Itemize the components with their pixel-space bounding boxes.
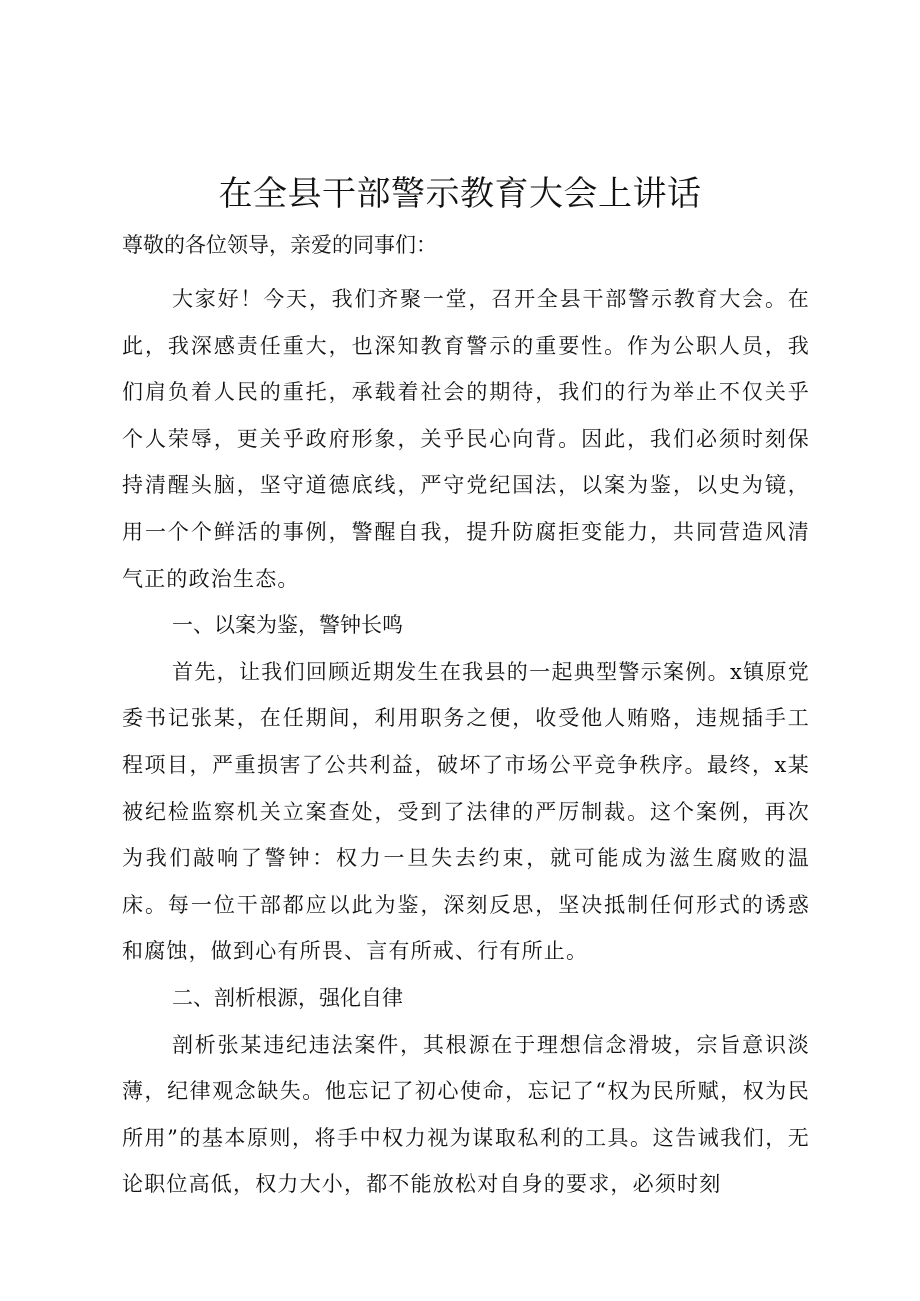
paragraph-opening: 大家好！今天，我们齐聚一堂，召开全县干部警示教育大会。在此，我深感责任重大，也深知教育警示的重要性。作为公职人员，我们肩负着人民的重托，承载着社会的期待，我们的行为举止不仅关乎个人荣辱，更关乎政府形象，关乎民心向背。因此，我们必须时刻保持清醒头脑，坚守道德底线，严守党纪国法，以案为鉴，以史为镜，用一个个鲜活的事例，警醒自我，提升防腐拒变能力，共同营造风清气正的政治生态。 — [122, 287, 810, 591]
document-body — [122, 228, 810, 1208]
paragraph-case-review: 首先，让我们回顾近期发生在我县的一起典型警示案例。x镇原党委书记张某，在任期间，利用职务之便，收受他人贿赂，违规插手工程项目，严重损害了公共利益，破坏了市场公平竞争秩序。最终，x某被纪检监察机关立案查处，受到了法律的严厉制裁。这个案例，再次为我们敲响了警钟：权力一旦失去约束，就可能成为滋生腐败的温床。每一位干部都应以此为鉴，深刻反思，坚决抵制任何形式的诱惑和腐蚀，做到心有所畏、言有所戒、行有所止。 — [122, 659, 810, 964]
section-heading-1: 一、以案为鉴，警钟长鸣 — [172, 613, 403, 638]
paragraph-root-cause: 剖析张某违纪违法案件，其根源在于理想信念滑坡，宗旨意识淡薄，纪律观念缺失。他忘记了初心使命，忘记了“权为民所赋，权为民所用”的基本原则，将手中权力视为谋取私利的工具。这告诫我们，无论职位高低，权力大小，都不能放松对自身的要求，必须时刻 — [122, 1032, 810, 1197]
document-title: 在全县干部警示教育大会上讲话 — [218, 174, 702, 214]
greeting-line: 尊敬的各位领导，亲爱的同事们： — [122, 233, 437, 257]
section-heading-2: 二、剖析根源，强化自律 — [172, 985, 403, 1010]
